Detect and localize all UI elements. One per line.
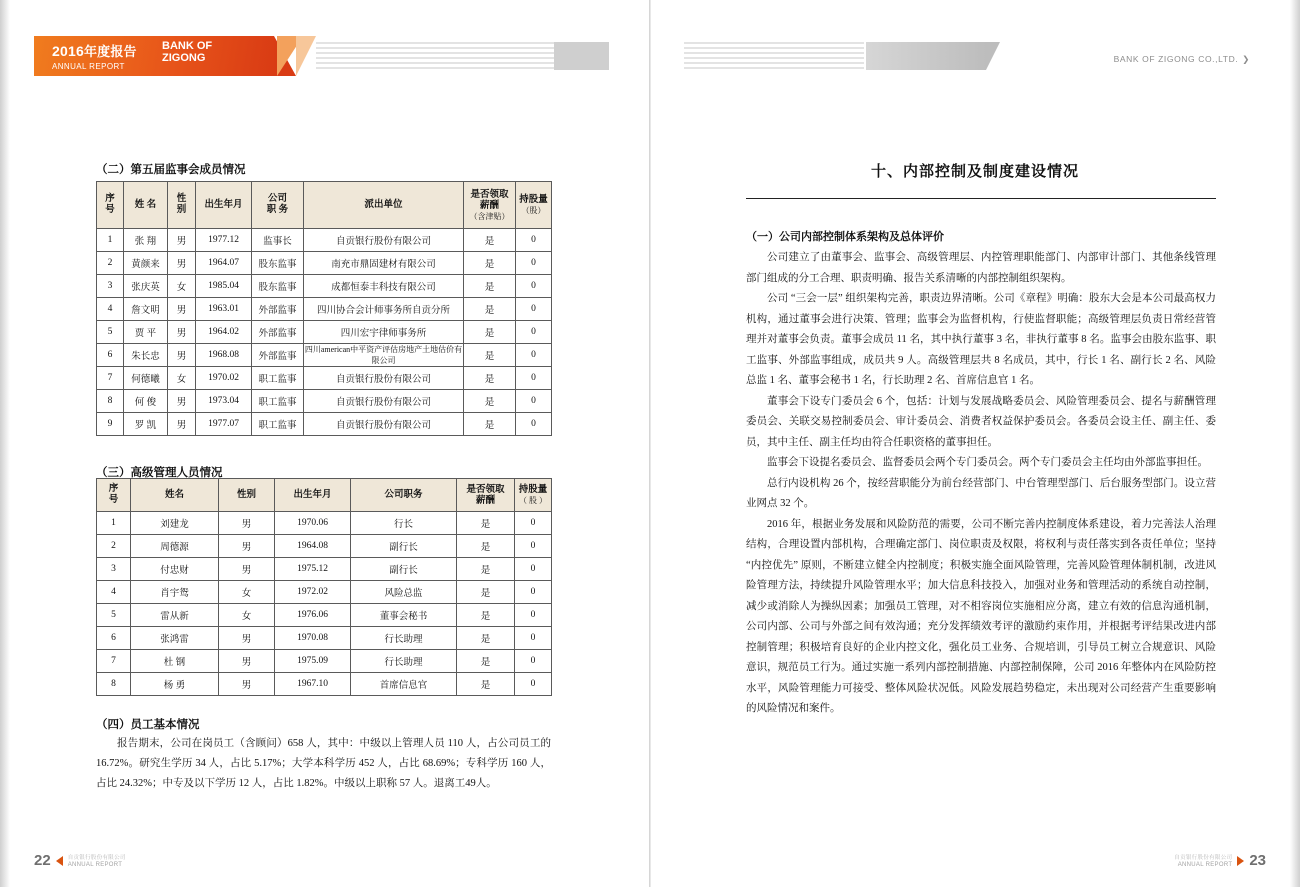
cell: 雷从新 bbox=[131, 604, 219, 627]
cell: 自贡银行股份有限公司 bbox=[304, 367, 464, 390]
cell: 肖宇鸳 bbox=[131, 581, 219, 604]
cell: 是 bbox=[464, 298, 516, 321]
table-row bbox=[97, 558, 552, 581]
cell: 女 bbox=[219, 604, 275, 627]
cell: 8 bbox=[97, 673, 131, 696]
cell: 罗 凯 bbox=[124, 413, 168, 436]
cell: 男 bbox=[219, 673, 275, 696]
cell: 四川american中平资产评估房地产土地估价有限公司 bbox=[304, 345, 463, 365]
cell: 职工监事 bbox=[252, 413, 304, 436]
th-salary-main: 是否领取 bbox=[466, 484, 505, 495]
cell: 是 bbox=[457, 558, 515, 581]
cell: 自贡银行股份有限公司 bbox=[304, 413, 464, 436]
table-row bbox=[97, 535, 552, 558]
cell: 南充市鼎固建材有限公司 bbox=[304, 252, 464, 275]
cell: 0 bbox=[516, 275, 552, 298]
footer-label-cn: 自贡银行股份有限公司 bbox=[67, 855, 126, 861]
cell: 4 bbox=[97, 298, 124, 321]
cell: 是 bbox=[464, 344, 516, 367]
cell: 是 bbox=[457, 581, 515, 604]
cell: 0 bbox=[516, 367, 552, 390]
cell: 周德源 bbox=[131, 535, 219, 558]
cell: 是 bbox=[464, 367, 516, 390]
cell: 行长助理 bbox=[351, 627, 457, 650]
cell: 是 bbox=[464, 229, 516, 252]
th-salary-sub: （含津贴） bbox=[469, 211, 510, 221]
footer-label-cn: 自贡银行股份有限公司 bbox=[1174, 855, 1233, 861]
paragraph: 董事会下设专门委员会 6 个，包括：计划与发展战略委员会、风险管理委员会、提名与薪酬管理委员会、关联交易控制委员会、审计委员会、消费者权益保护委员会。各委员会设主任、副主任、委员，其中主任、副主任均由符合任职资格的董事担任。 bbox=[746, 395, 1216, 448]
cell: 男 bbox=[168, 413, 196, 436]
footer-label bbox=[68, 855, 126, 869]
cell: 1973.04 bbox=[196, 390, 252, 413]
cell: 女 bbox=[219, 581, 275, 604]
cell: 1964.02 bbox=[196, 321, 252, 344]
cell: 是 bbox=[457, 627, 515, 650]
header-bank-en-line2: ZIGONG bbox=[162, 52, 206, 64]
page-right bbox=[650, 0, 1300, 887]
cell: 1 bbox=[97, 512, 131, 535]
table-row bbox=[97, 275, 552, 298]
th-gender: 性 别 bbox=[168, 182, 196, 229]
table-header-row bbox=[97, 479, 552, 512]
cell: 5 bbox=[97, 321, 124, 344]
title-divider bbox=[746, 198, 1216, 199]
header-year: 2016 bbox=[52, 43, 84, 59]
th-shares bbox=[516, 182, 552, 229]
internal-control-section bbox=[746, 228, 1216, 720]
cell: 男 bbox=[168, 229, 196, 252]
senior-management-table bbox=[96, 478, 552, 696]
th-salary bbox=[464, 182, 516, 229]
cell: 首席信息官 bbox=[351, 673, 457, 696]
cell: 是 bbox=[457, 650, 515, 673]
cell: 4 bbox=[97, 581, 131, 604]
cell: 张庆英 bbox=[124, 275, 168, 298]
header-grey-block bbox=[554, 42, 609, 70]
th-name: 姓名 bbox=[131, 479, 219, 512]
cell: 成都恒泰丰科技有限公司 bbox=[304, 275, 464, 298]
cell: 职工监事 bbox=[252, 367, 304, 390]
footer-left bbox=[34, 852, 126, 869]
paragraph: 2016 年，根据业务发展和风险防范的需要，公司不断完善内控制度体系建设，着力完善法人治理结构，合理设置内部机构，合理确定部门、岗位职责及权限，将权利与责任落实到各责任单位；坚持 “内控优先” 原则，不断建立健全内控制度；积极实施全面风险管理，完善风险管理体制机制，改进风险管理方法，持续提升风险管理水平；加大信息科技投入，加强对业务和管理活动的系统自动控制，减少或消除人为操纵因素；加强员工管理，对不相容岗位实施相应分离，建立有效的信息沟通机制，公司内部、公司与外部之间有效沟通；充分发挥绩效考评的激励约束作用，并根据考评结果改进内部控制管理；积极培育良好的企业内控文化，强化员工业务、合规培训，引导员工树立合规意识、风险意识，规范员工行为。通过实施一系列内部控制措施、内部控制保障，公司 2016 年整体内在风险防控水平，风险管理能力可接受、整体风险状况低。风险发展趋势稳定，未出现对公司经营产生重要影响的风险情况和案件。 bbox=[746, 518, 1216, 714]
footer-right bbox=[1174, 852, 1266, 869]
cell: 1963.01 bbox=[196, 298, 252, 321]
th-index: 序 号 bbox=[97, 479, 131, 512]
th-name: 姓 名 bbox=[124, 182, 168, 229]
table-row bbox=[97, 344, 552, 367]
page-edge-shadow-right bbox=[1290, 0, 1300, 887]
cell: 1970.08 bbox=[275, 627, 351, 650]
cell: 朱长忠 bbox=[124, 344, 168, 367]
cell: 0 bbox=[515, 627, 552, 650]
th-salary bbox=[457, 479, 515, 512]
paragraph: 公司建立了由董事会、监事会、高级管理层、内控管理职能部门、内部审计部门、其他条线管理部门组成的分工合理、职责明确、报告关系清晰的内部控制组织架构。 bbox=[746, 252, 1216, 284]
cell: 监事长 bbox=[252, 229, 304, 252]
th-shares-main: 持股量 bbox=[518, 485, 548, 495]
cell: 1977.07 bbox=[196, 413, 252, 436]
cell: 张鸿雷 bbox=[131, 627, 219, 650]
table-row bbox=[97, 650, 552, 673]
cell: 3 bbox=[97, 558, 131, 581]
header-bank-en bbox=[162, 40, 212, 64]
cell: 职工监事 bbox=[252, 390, 304, 413]
cell: 7 bbox=[97, 367, 124, 390]
cell: 是 bbox=[464, 321, 516, 344]
cell: 7 bbox=[97, 650, 131, 673]
cell: 1968.08 bbox=[196, 344, 252, 367]
header-triangle-lighter bbox=[296, 36, 316, 76]
cell: 5 bbox=[97, 604, 131, 627]
cell: 外部监事 bbox=[252, 344, 304, 367]
staff-paragraphs bbox=[96, 734, 551, 796]
cell: 1976.06 bbox=[275, 604, 351, 627]
table-row bbox=[97, 252, 552, 275]
cell: 风险总监 bbox=[351, 581, 457, 604]
cell: 外部监事 bbox=[252, 321, 304, 344]
page-gutter bbox=[649, 0, 651, 887]
paragraph: 监事会下设提名委员会、监督委员会两个专门委员会。两个专门委员会主任均由外部监事担任。 bbox=[767, 457, 1208, 468]
table-row bbox=[97, 413, 552, 436]
cell: 6 bbox=[97, 627, 131, 650]
page-edge-shadow-left bbox=[0, 0, 10, 887]
th-gender: 性别 bbox=[219, 479, 275, 512]
cell: 男 bbox=[219, 650, 275, 673]
table-row bbox=[97, 604, 552, 627]
chapter-title: 十、内部控制及制度建设情况 bbox=[870, 164, 1079, 180]
cell: 男 bbox=[168, 321, 196, 344]
table-row bbox=[97, 627, 552, 650]
th-dispatch-unit: 派出单位 bbox=[304, 182, 464, 229]
cell: 1 bbox=[97, 229, 124, 252]
cell: 男 bbox=[168, 298, 196, 321]
cell: 2 bbox=[97, 252, 124, 275]
cell: 0 bbox=[515, 512, 552, 535]
cell: 1964.07 bbox=[196, 252, 252, 275]
cell: 副行长 bbox=[351, 558, 457, 581]
cell: 0 bbox=[515, 558, 552, 581]
cell: 男 bbox=[219, 627, 275, 650]
cell: 是 bbox=[464, 275, 516, 298]
paragraph: 总行内设机构 26 个，按经营职能分为前台经营部门、中台管理型部门、后台服务型部门。设立营业网点 32 个。 bbox=[746, 477, 1216, 509]
table-row bbox=[97, 673, 552, 696]
cell: 0 bbox=[515, 581, 552, 604]
cell: 1964.08 bbox=[275, 535, 351, 558]
th-birth: 出生年月 bbox=[275, 479, 351, 512]
cell: 0 bbox=[515, 673, 552, 696]
cell: 是 bbox=[464, 413, 516, 436]
cell: 6 bbox=[97, 344, 124, 367]
cell: 付忠财 bbox=[131, 558, 219, 581]
cell: 女 bbox=[168, 275, 196, 298]
cell: 1970.02 bbox=[196, 367, 252, 390]
cell: 刘建龙 bbox=[131, 512, 219, 535]
th-shares-main: 持股量 bbox=[519, 195, 548, 205]
cell: 是 bbox=[457, 535, 515, 558]
cell: 0 bbox=[515, 535, 552, 558]
cell: 贾 平 bbox=[124, 321, 168, 344]
cell: 詹文明 bbox=[124, 298, 168, 321]
cell: 杜 钢 bbox=[131, 650, 219, 673]
header-bank-text: BANK OF ZIGONG CO.,LTD. bbox=[1113, 54, 1239, 64]
header-grey-bar-right bbox=[866, 42, 986, 70]
cell: 1975.09 bbox=[275, 650, 351, 673]
table-row bbox=[97, 367, 552, 390]
cell: 8 bbox=[97, 390, 124, 413]
cell: 是 bbox=[457, 512, 515, 535]
cell: 黄颜来 bbox=[124, 252, 168, 275]
th-position: 公司 职 务 bbox=[252, 182, 304, 229]
footer-label-en: ANNUAL REPORT bbox=[1177, 862, 1233, 868]
section-title-staff: （四）员工基本情况 bbox=[96, 719, 200, 731]
cell: 男 bbox=[219, 558, 275, 581]
cell: 0 bbox=[516, 321, 552, 344]
cell: 股东监事 bbox=[252, 275, 304, 298]
page-number: 22 bbox=[34, 852, 51, 869]
page-number: 23 bbox=[1249, 852, 1266, 869]
cell: 是 bbox=[464, 390, 516, 413]
th-shares-sub: （ 股 ） bbox=[519, 496, 547, 505]
cell: 0 bbox=[516, 413, 552, 436]
cell: 1972.02 bbox=[275, 581, 351, 604]
header-stripe-pattern-right bbox=[684, 42, 864, 70]
paragraph: 公司 “三会一层” 组织架构完善，职责边界清晰。公司《章程》明确：股东大会是本公司最高权力机构，通过董事会进行决策、管理；监事会为监督机构，行使监督职能；高级管理层负责日常经营管理并对董事会负责。董事会成员 11 名，其中执行董事 3 名，非执行董事 8 名。监事会由股东监事、职工监事、外部监事组成，成员共 9 人。高级管理层共 8 名成员，其中，行长 1 名、副行长 2 名、风险总监 1 名、董事会秘书 1 名，行长助理 2 名、首席信息官 1 名。 bbox=[746, 293, 1216, 386]
cell: 9 bbox=[97, 413, 124, 436]
cell: 男 bbox=[168, 390, 196, 413]
footer-label-en: ANNUAL REPORT bbox=[67, 862, 123, 868]
cell: 0 bbox=[516, 390, 552, 413]
header-bank-en-line1: BANK OF bbox=[162, 40, 213, 52]
cell: 何德曦 bbox=[124, 367, 168, 390]
header-title-cn bbox=[52, 41, 137, 71]
cell: 副行长 bbox=[351, 535, 457, 558]
th-salary-sub: 薪酬 bbox=[475, 495, 495, 506]
table-row bbox=[97, 321, 552, 344]
cell: 0 bbox=[516, 344, 552, 367]
cell: 男 bbox=[219, 535, 275, 558]
cell: 男 bbox=[219, 512, 275, 535]
header-banner-right bbox=[684, 36, 1264, 78]
footer-triangle-icon bbox=[56, 856, 63, 866]
supervisors-table-body bbox=[97, 229, 552, 436]
header-arrow-icon: ❯ bbox=[1242, 54, 1250, 64]
section-title-supervisors: （二）第五届监事会成员情况 bbox=[96, 164, 246, 176]
footer-label bbox=[1174, 855, 1232, 869]
cell: 张 翔 bbox=[124, 229, 168, 252]
table-row bbox=[97, 229, 552, 252]
cell: 1985.04 bbox=[196, 275, 252, 298]
cell: 何 俊 bbox=[124, 390, 168, 413]
table-row bbox=[97, 581, 552, 604]
table-row bbox=[97, 298, 552, 321]
section-title-internal-control: （一）公司内部控制体系架构及总体评价 bbox=[746, 231, 944, 243]
senior-management-table-body bbox=[97, 512, 552, 696]
cell: 3 bbox=[97, 275, 124, 298]
cell: 0 bbox=[515, 604, 552, 627]
th-salary-mid: 薪酬 bbox=[479, 200, 499, 211]
cell: 0 bbox=[516, 252, 552, 275]
cell: 女 bbox=[168, 367, 196, 390]
footer-triangle-icon bbox=[1237, 856, 1244, 866]
cell: 自贡银行股份有限公司 bbox=[304, 390, 464, 413]
header-banner-left bbox=[34, 36, 594, 78]
table-row bbox=[97, 512, 552, 535]
table-header-row bbox=[97, 182, 552, 229]
cell: 0 bbox=[516, 229, 552, 252]
cell: 是 bbox=[464, 252, 516, 275]
header-stripe-pattern bbox=[316, 42, 566, 70]
cell: 股东监事 bbox=[252, 252, 304, 275]
cell: 1975.12 bbox=[275, 558, 351, 581]
th-position: 公司职务 bbox=[351, 479, 457, 512]
header-title-text: 年度报告 bbox=[83, 44, 137, 59]
cell: 男 bbox=[168, 344, 196, 367]
cell: 1977.12 bbox=[196, 229, 252, 252]
cell: 是 bbox=[457, 604, 515, 627]
cell: 0 bbox=[515, 650, 552, 673]
cell: 行长助理 bbox=[351, 650, 457, 673]
th-salary-main: 是否领取 bbox=[470, 189, 509, 200]
table-row bbox=[97, 390, 552, 413]
th-shares-sub: （股） bbox=[521, 206, 546, 215]
cell: 四川宏宇律师事务所 bbox=[304, 321, 464, 344]
cell: 行长 bbox=[351, 512, 457, 535]
cell: 四川协合会计师事务所自贡分所 bbox=[304, 298, 464, 321]
header-bank-text-right bbox=[1114, 54, 1250, 65]
cell: 1970.06 bbox=[275, 512, 351, 535]
header-subtitle-en: ANNUAL REPORT bbox=[52, 62, 125, 71]
cell: 外部监事 bbox=[252, 298, 304, 321]
supervisors-table bbox=[96, 181, 552, 436]
paragraph: 报告期末，公司在岗员工（含顾问）658 人，其中：中级以上管理人员 110 人，占公司员工的 16.72%。研究生学历 34 人，占比 5.17%；大学本科学历 452 人，占比 68.69%；专科学历 160 人，占比 24.32%；中专及以下学历 12 人，占比 1.82%。中级以上职称 57 人。退离工49人。 bbox=[96, 738, 551, 789]
cell: 董事会秘书 bbox=[351, 604, 457, 627]
cell: 1967.10 bbox=[275, 673, 351, 696]
th-shares bbox=[515, 479, 552, 512]
cell: 杨 勇 bbox=[131, 673, 219, 696]
cell: 自贡银行股份有限公司 bbox=[304, 229, 464, 252]
cell: 男 bbox=[168, 252, 196, 275]
th-birth: 出生年月 bbox=[196, 182, 252, 229]
cell: 2 bbox=[97, 535, 131, 558]
cell: 0 bbox=[516, 298, 552, 321]
th-index: 序 号 bbox=[97, 182, 124, 229]
section-title-senior-management: （三）高级管理人员情况 bbox=[96, 467, 223, 479]
cell: 是 bbox=[457, 673, 515, 696]
